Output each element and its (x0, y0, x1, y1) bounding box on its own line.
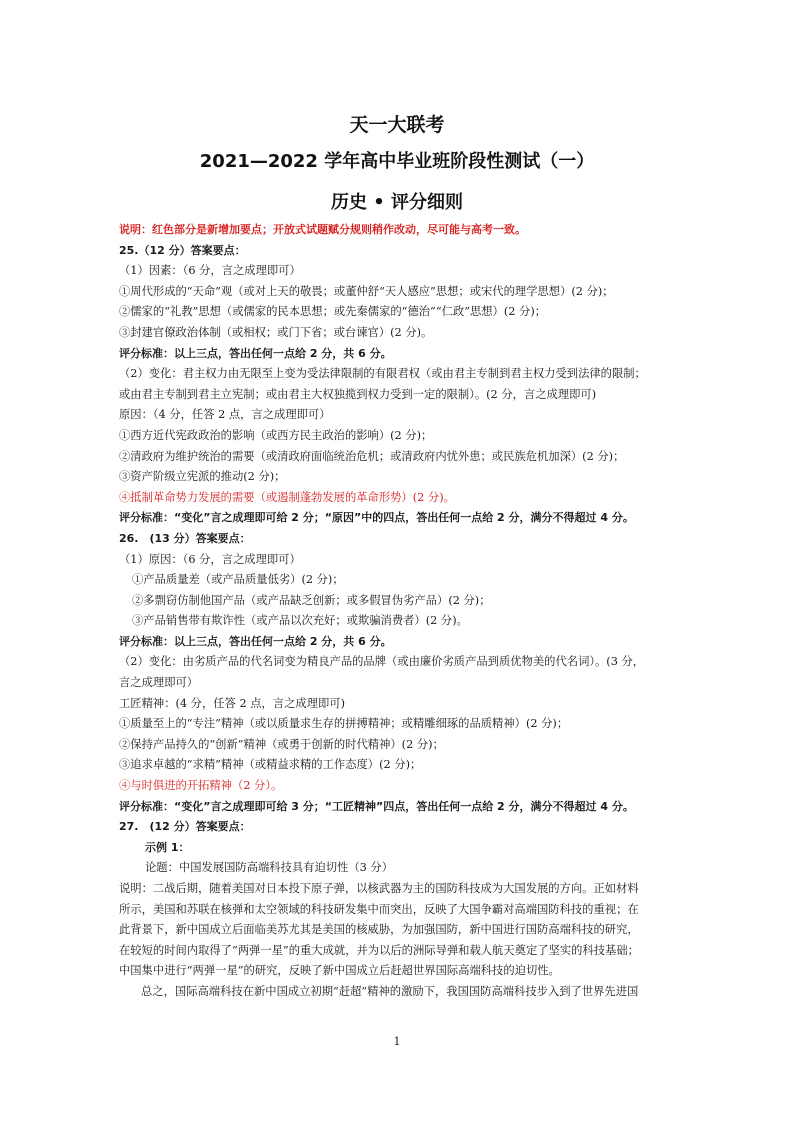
text-line: 示例 1： (145, 840, 190, 854)
text-line: 言之成理即可） (119, 676, 199, 690)
text-line: ②儒家的“礼教”思想（或儒家的民本思想；或先秦儒家的“德治”“仁政”思想）(2 分)； (119, 305, 547, 319)
text-line: ③产品销售带有欺诈性（或产品以次充好；或欺骗消费者）(2 分)。 (132, 614, 468, 628)
text-line: 总之，国际高端科技在新中国成立初期“赶超”精神的激励下，我国国防高端科技步入到了世界先进国 (141, 984, 639, 998)
exam-name-title: 2021—2022 学年高中毕业班阶段性测试（一） (199, 151, 595, 172)
text-line: ②多剽窃仿制他国产品（或产品缺乏创新；或多假冒伪劣产品）(2 分)； (132, 593, 491, 607)
text-line: （1）因素：（6 分，言之成理即可） (119, 264, 301, 278)
text-line: 27. (12 分）答案要点： (119, 820, 251, 834)
text-line: 说明：红色部分是新增加要点；开放式试题赋分规则稍作改动，尽可能与高考一致。 (119, 223, 526, 236)
text-line: （1）原因：（6 分，言之成理即可） (119, 552, 301, 566)
text-line: ①西方近代宪政政治的影响（或西方民主政治的影响）(2 分)； (119, 428, 433, 442)
text-line: ②保持产品持久的“创新”精神（或勇于创新的时代精神）(2 分)； (119, 737, 444, 751)
text-line: ②清政府为维护统治的需要（或清政府面临统治危机；或清政府内忧外患；或民族危机加深）(2 分)； (119, 449, 625, 463)
text-line: ④与时俱进的开拓精神（2 分）。 (119, 779, 283, 793)
text-line: 评分标准：以上三点，答出任何一点给 2 分，共 6 分。 (119, 346, 392, 360)
text-line: 论题：中国发展国防高端科技具有迫切性（3 分） (145, 861, 394, 875)
text-line: 在较短的时间内取得了“两弹一星”的重大成就，并为以后的洲际导弹和载人航天奠定了坚实的科技基础； (119, 943, 639, 957)
text-line: 评分标准：“变化”言之成理即可给 3 分；“工匠精神”四点，答出任何一点给 2 分，满分不得超过 4 分。 (119, 799, 634, 813)
text-line: 25.（12 分）答案要点： (119, 243, 246, 257)
text-line: （2）变化：君主权力由无限至上变为受法律限制的有限君权（或由君主专制到君主权力受到法律的限制； (119, 367, 646, 381)
text-line: 说明：二战后期，随着美国对日本投下原子弹，以核武器为主的国防科技成为大国发展的方向。正如材料 (119, 882, 639, 895)
text-line: ④抵制革命势力发展的需要（或遏制蓬勃发展的革命形势）(2 分)。 (119, 490, 455, 504)
text-line: ①质量至上的“专注”精神（或以质量求生存的拼搏精神；或精雕细琢的品质精神）(2 分)； (119, 717, 569, 731)
text-line: 所示，美国和苏联在核弹和太空领域的科技研发集中而突出，反映了大国争霸对高端国防科技的重视；在 (119, 902, 639, 916)
page-number: 1 (393, 1035, 401, 1048)
text-line: 26. (13 分）答案要点： (119, 531, 251, 545)
scoring-rules-body (119, 220, 679, 1003)
text-line: ①产品质量差（或产品质量低劣）(2 分)； (132, 573, 344, 587)
text-line: 工匠精神：(4 分，任答 2 点，言之成理即可) (119, 696, 346, 710)
text-line: 中国集中进行“两弹一星”的研究，反映了新中国成立后赶超世界国际高端科技的迫切性。 (119, 964, 560, 978)
text-line: 评分标准：“变化”言之成理即可给 2 分；“原因”中的四点，答出任何一点给 2 分，满分不得超过 4 分。 (119, 511, 634, 525)
subject-title: 历史 • 评分细则 (330, 192, 464, 213)
text-line: ①周代形成的“天命”观（或对上天的敬畏；或董仲舒“天人感应”思想；或宋代的理学思想）(2 分)； (119, 284, 614, 298)
exam-org-title: 天一大联考 (349, 114, 445, 136)
text-line: ③追求卓越的“求精”精神（或精益求精的工作态度）(2 分)； (119, 758, 422, 772)
text-line: 或由君主专制到君主立宪制；或由君主大权独揽到权力受到一定的限制）。(2 分，言之成理即可) (119, 387, 597, 401)
text-line: 此背景下，新中国成立后面临美苏尤其是美国的核威胁，为加强国防，新中国进行国防高端科技的研究， (119, 923, 639, 937)
text-line: ③资产阶级立宪派的推动(2 分)； (119, 470, 286, 484)
text-line: 原因：（4 分，任答 2 点，言之成理即可） (119, 408, 331, 422)
text-line: ③封建官僚政治体制（或相权；或门下省；或台谏官）(2 分)。 (119, 325, 433, 339)
text-line: 评分标准：以上三点，答出任何一点给 2 分，共 6 分。 (119, 634, 392, 648)
text-line: （2）变化：由劣质产品的代名词变为精良产品的品牌（或由廉价劣质产品到质优物美的代名词）。(3 分， (119, 655, 645, 669)
